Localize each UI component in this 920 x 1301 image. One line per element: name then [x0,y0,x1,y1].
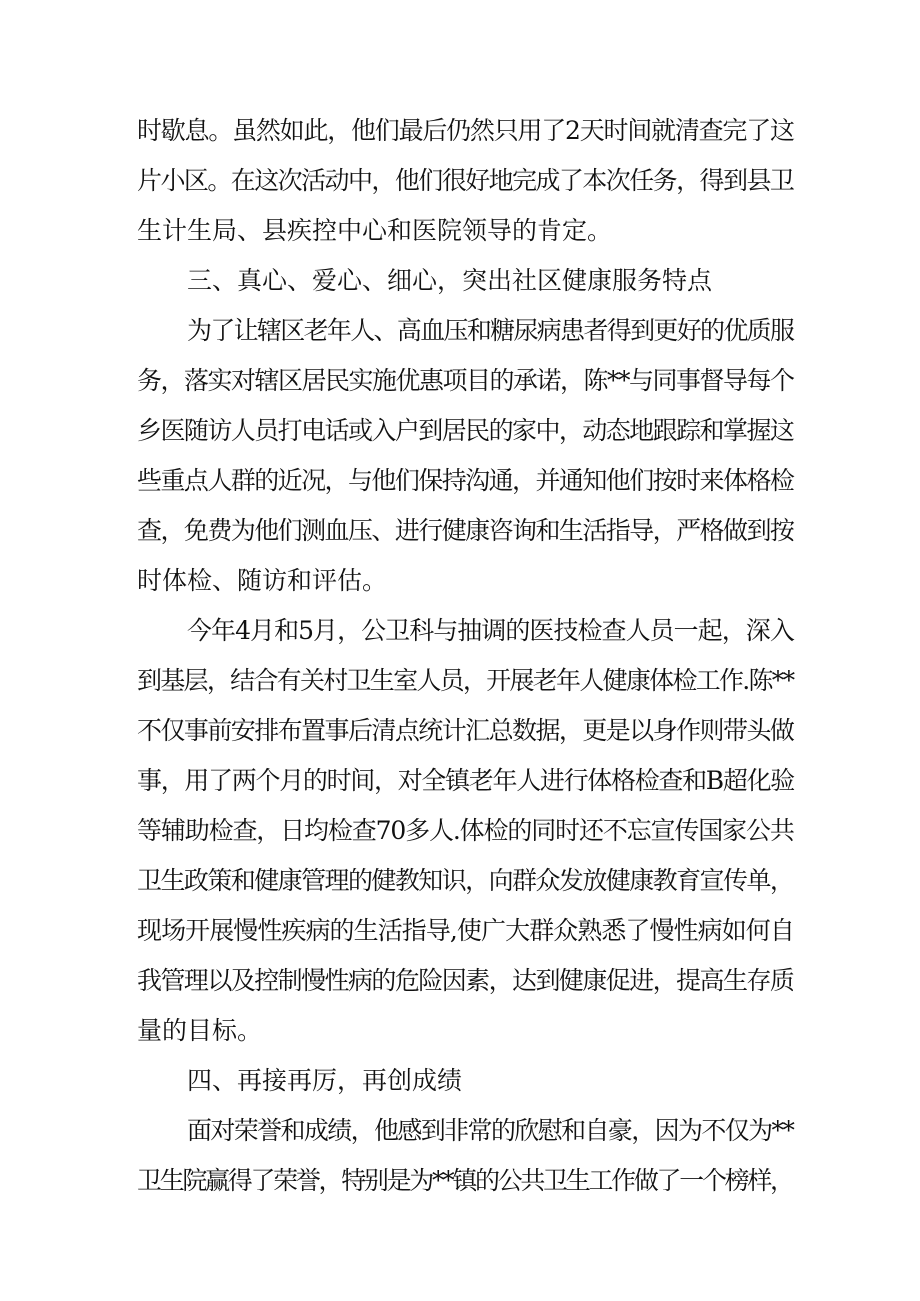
section-heading-3: 三、真心、爱心、细心，突出社区健康服务特点 [187,266,713,295]
body-line-6: 务，落实对辖区居民实施优惠项目的承诺，陈**与同事督导每个 [137,366,794,395]
body-line-3: 生计生局、县疾控中心和医院领导的肯定。 [137,216,613,245]
body-line-10: 时体检、随访和评估。 [137,566,388,595]
body-line-12: 到基层，结合有关村卫生室人员，开展老年人健康体检工作.陈** [137,666,794,695]
body-line-5: 为了让辖区老年人、高血压和糖尿病患者得到更好的优质服 [187,316,794,345]
body-line-18: 我管理以及控制慢性病的危险因素，达到健康促进，提高生存质 [137,966,794,995]
body-line-19: 量的目标。 [137,1016,263,1045]
body-line-8: 些重点人群的近况，与他们保持沟通，并通知他们按时来体格检 [137,466,794,495]
body-line-7: 乡医随访人员打电话或入户到居民的家中，动态地跟踪和掌握这 [137,416,794,445]
body-line-16: 卫生政策和健康管理的健教知识，向群众发放健康教育宣传单， [137,866,794,895]
body-line-9: 查，免费为他们测血压、进行健康咨询和生活指导，严格做到按 [137,516,794,545]
body-line-11: 今年4月和5月，公卫科与抽调的医技检查人员一起，深入 [187,616,794,645]
body-line-13: 不仅事前安排布置事后清点统计汇总数据，更是以身作则带头做 [137,716,794,745]
body-line-15: 等辅助检查，日均检查70多人.体检的同时还不忘宣传国家公共 [137,816,794,845]
body-line-14: 事，用了两个月的时间，对全镇老年人进行体格检查和B超化验 [137,766,794,795]
section-heading-4: 四、再接再厉，再创成绩 [187,1066,463,1095]
body-line-1: 时歇息。虽然如此，他们最后仍然只用了2天时间就清查完了这 [137,116,794,145]
body-line-2: 片小区。在这次活动中，他们很好地完成了本次任务，得到县卫 [137,166,794,195]
body-line-17: 现场开展慢性疾病的生活指导,使广大群众熟悉了慢性病如何自 [137,916,794,945]
body-line-22: 卫生院赢得了荣誉，特别是为**镇的公共卫生工作做了一个榜样， [137,1166,793,1195]
body-line-21: 面对荣誉和成绩，他感到非常的欣慰和自豪，因为不仅为** [187,1116,794,1145]
